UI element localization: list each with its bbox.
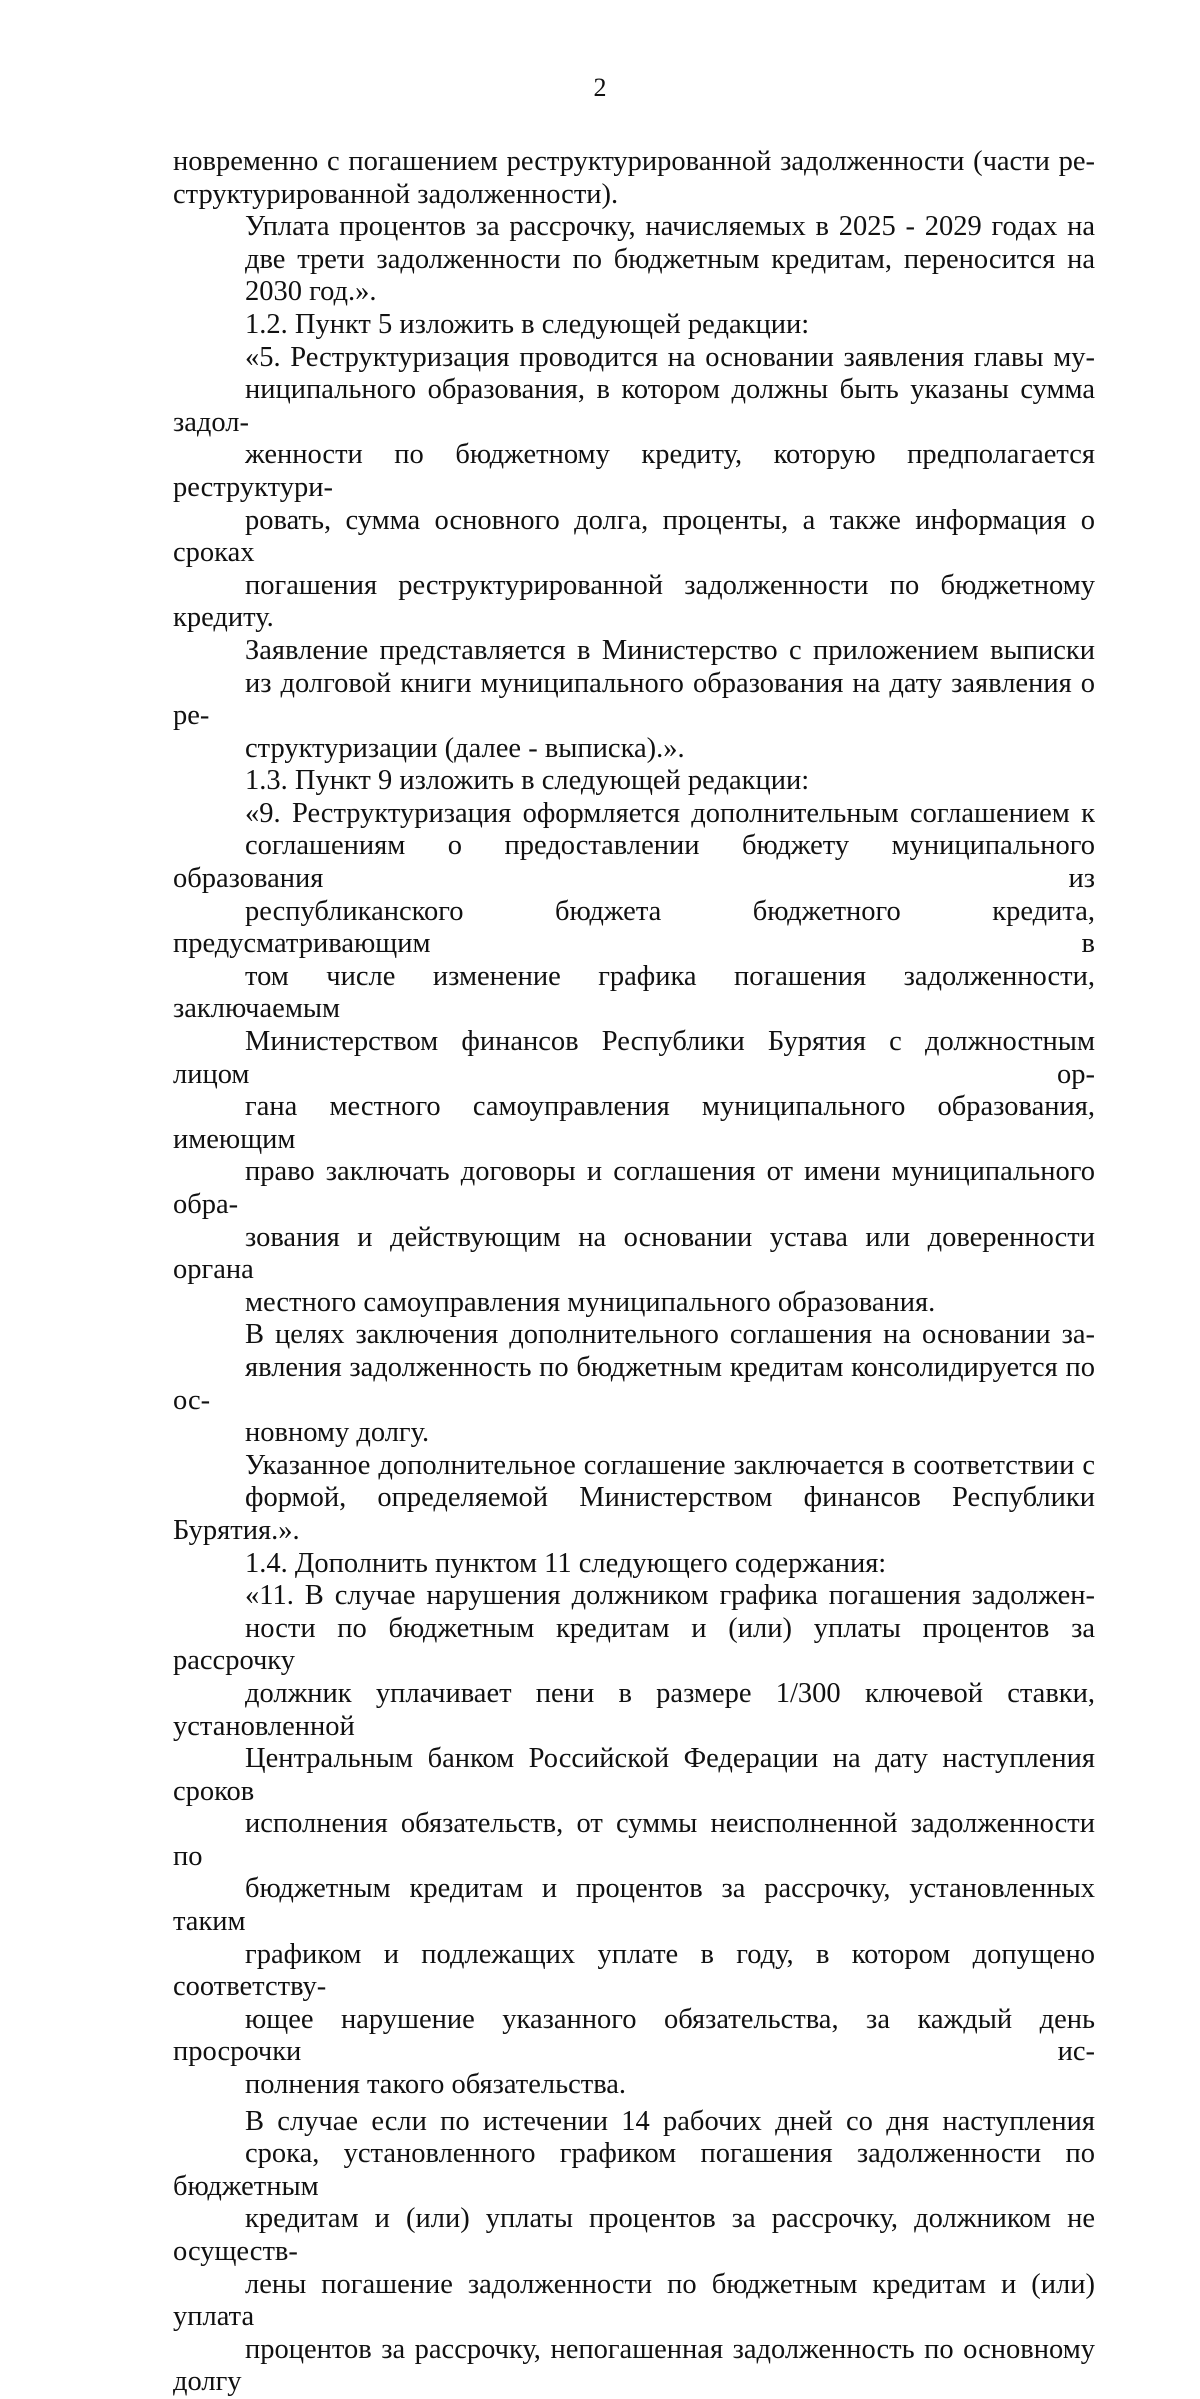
text-line: процентов за рассрочку, непогашенная задолженность по основному долгу bbox=[173, 2333, 1095, 2398]
text-line: ности по бюджетным кредитам и (или) уплаты процентов за рассрочку bbox=[173, 1612, 1095, 1677]
text-line: Заявление представляется в Министерство с приложением выписки bbox=[245, 634, 1095, 666]
text-line: новременно с погашением реструктурированной задолженности (части ре- bbox=[173, 146, 1095, 177]
text-line: бюджетным кредитам и процентов за рассрочку, установленных таким bbox=[173, 1873, 1095, 1938]
text-line: Указанное дополнительное соглашение заключается в соответствии с bbox=[245, 1449, 1095, 1481]
paragraph bbox=[173, 211, 1095, 309]
text-line: из долговой книги муниципального образования на дату заявления о ре- bbox=[173, 667, 1095, 732]
text-line: 2030 год.». bbox=[245, 276, 377, 308]
paragraph bbox=[173, 1548, 1095, 1581]
text-line: кредитам и (или) уплаты процентов за рассрочку, должником не осуществ- bbox=[173, 2203, 1095, 2267]
text-line: структурированной задолженности). bbox=[173, 178, 619, 210]
paragraph bbox=[173, 2106, 1095, 2399]
text-line: ющее нарушение указанного обязательства, за каждый день просрочки ис- bbox=[173, 2003, 1095, 2068]
paragraph bbox=[173, 1450, 1095, 1548]
text-line: соглашениям о предоставлении бюджету муниципального образования из bbox=[173, 830, 1095, 895]
paragraph bbox=[173, 1319, 1095, 1449]
text-line: графиком и подлежащих уплате в году, в котором допущено соответству- bbox=[173, 1938, 1095, 2003]
text-line: две трети задолженности по бюджетным кредитам, переносится на bbox=[245, 243, 1095, 275]
text-line: Центральным банком Российской Федерации на дату наступления сроков bbox=[173, 1743, 1095, 1807]
text-line: 1.3. Пункт 9 изложить в следующей редакции: bbox=[245, 765, 810, 797]
document-body bbox=[173, 146, 1095, 2399]
paragraph bbox=[173, 146, 1095, 211]
text-line: срока, установленного графиком погашения задолженности по бюджетным bbox=[173, 2138, 1095, 2202]
text-line: «5. Реструктуризация проводится на основании заявления главы му- bbox=[245, 341, 1095, 373]
text-line: Уплата процентов за рассрочку, начисляемых в 2025 - 2029 годах на bbox=[245, 211, 1095, 243]
text-line: исполнения обязательств, от суммы неисполненной задолженности по bbox=[173, 1808, 1095, 1872]
text-line: полнения такого обязательства. bbox=[245, 2069, 627, 2101]
text-line: право заключать договоры и соглашения от имени муниципального обра- bbox=[173, 1156, 1095, 1220]
paragraph bbox=[173, 1580, 1095, 2102]
text-line: «9. Реструктуризация оформляется дополнительным соглашением к bbox=[245, 797, 1095, 829]
text-line: местного самоуправления муниципального образования. bbox=[245, 1286, 936, 1318]
text-line: зования и действующим на основании устава или доверенности органа bbox=[173, 1221, 1095, 1286]
text-line: 1.4. Дополнить пунктом 11 следующего содержания: bbox=[245, 1547, 887, 1579]
paragraph bbox=[173, 342, 1095, 635]
text-line: «11. В случае нарушения должником графика погашения задолжен- bbox=[245, 1580, 1095, 1612]
paragraph bbox=[173, 798, 1095, 1320]
text-line: лены погашение задолженности по бюджетным кредитам и (или) уплата bbox=[173, 2268, 1095, 2333]
text-line: формой, определяемой Министерством финансов Республики Бурятия.». bbox=[173, 1482, 1095, 1546]
text-line: ниципального образования, в котором должны быть указаны сумма задол- bbox=[173, 374, 1095, 438]
text-line: В целях заключения дополнительного соглашения на основании за- bbox=[245, 1319, 1095, 1351]
text-line: 1.2. Пункт 5 изложить в следующей редакции: bbox=[245, 308, 810, 340]
text-line: погашения реструктурированной задолженности по бюджетному кредиту. bbox=[173, 569, 1095, 634]
text-line: должник уплачивает пени в размере 1/300 ключевой ставки, установленной bbox=[173, 1677, 1095, 1742]
text-line: Министерством финансов Республики Бурятия с должностным лицом ор- bbox=[173, 1026, 1095, 1090]
text-line: структуризации (далее - выписка).». bbox=[245, 732, 685, 764]
text-line: том числе изменение графика погашения задолженности, заключаемым bbox=[173, 960, 1095, 1025]
paragraph bbox=[173, 765, 1095, 798]
text-line: ровать, сумма основного долга, проценты, а также информация о сроках bbox=[173, 504, 1095, 569]
paragraph bbox=[173, 635, 1095, 765]
text-line: гана местного самоуправления муниципального образования, имеющим bbox=[173, 1091, 1095, 1155]
text-line: В случае если по истечении 14 рабочих дней со дня наступления bbox=[245, 2105, 1095, 2137]
text-line: явления задолженность по бюджетным кредитам консолидируется по ос- bbox=[173, 1351, 1095, 1416]
page-number: 2 bbox=[593, 73, 607, 102]
paragraph bbox=[173, 309, 1095, 342]
text-line: республиканского бюджета бюджетного кредита, предусматривающим в bbox=[173, 895, 1095, 960]
text-line: новному долгу. bbox=[245, 1417, 430, 1449]
text-line: женности по бюджетному кредиту, которую предполагается реструктури- bbox=[173, 439, 1095, 503]
